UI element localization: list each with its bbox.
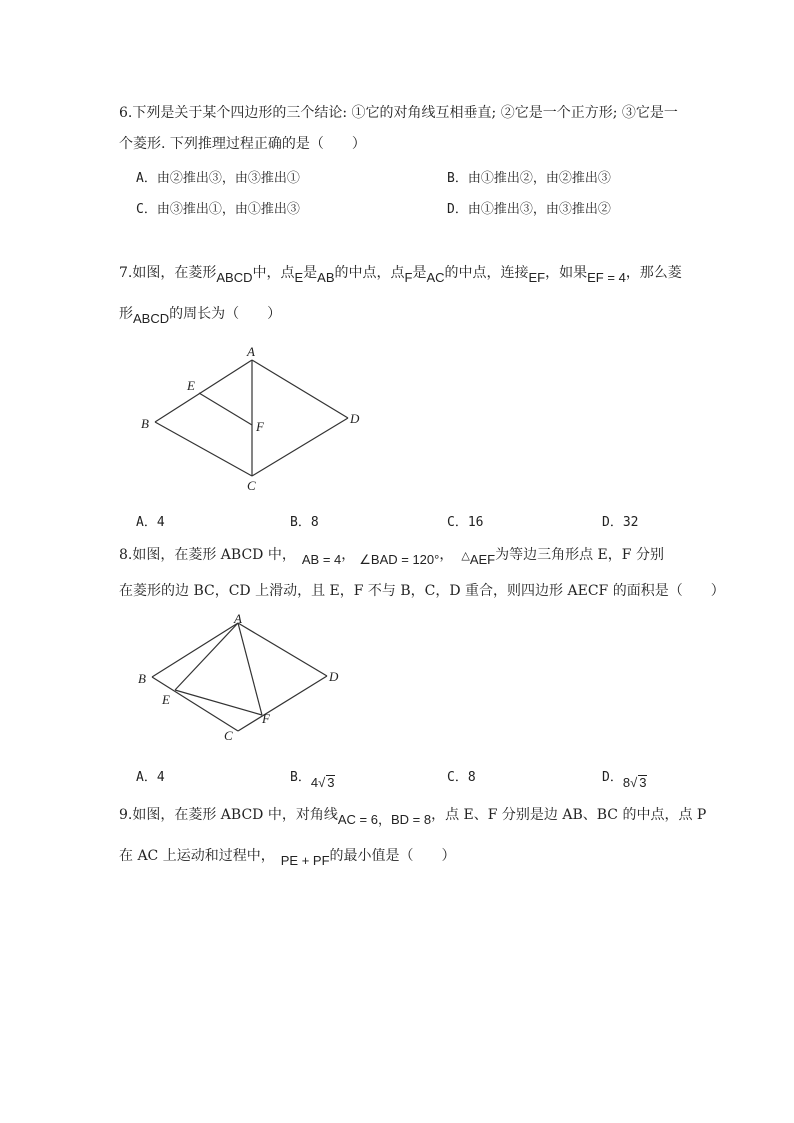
label-d: D xyxy=(329,669,339,684)
q7-text: 7.如图，在菱形 xyxy=(119,265,217,281)
q7-text: 的周长为（ ） xyxy=(169,306,282,322)
triangle-icon: △ xyxy=(461,549,470,562)
q9-text: 9.如图，在菱形 ABCD 中，对角线 xyxy=(119,807,338,823)
segment-af xyxy=(238,623,262,715)
q8-option-d-value: 8√ 3 xyxy=(622,775,647,790)
label-a: A xyxy=(234,611,242,626)
q7-math-abcd: ABCD xyxy=(216,270,253,285)
q8-option-c: C．8 xyxy=(447,770,476,785)
q7-text: ，那么菱 xyxy=(625,265,682,281)
q8-math-angle: ∠BAD = 120° xyxy=(359,552,440,567)
q7-stem-line2 xyxy=(119,305,282,326)
q8-stem-line2: 在菱形的边 BC，CD 上滑动，且 E，F 不与 B，C，D 重合，则四边形 AECF 的面积是（ ） xyxy=(119,583,725,599)
label-c: C xyxy=(224,728,233,743)
q9-text: 在 AC 上运动和过程中， xyxy=(119,848,275,864)
q8-option-d-label: D． xyxy=(602,770,623,785)
label-b: B xyxy=(141,416,149,431)
q7-option-d: D．32 xyxy=(602,515,639,530)
radical-coefficient: 4 xyxy=(310,775,319,790)
q9-text: ，点 E、F 分别是边 AB、BC 的中点，点 P xyxy=(431,807,707,823)
q8-text: 为等边三角形点 E，F 分别 xyxy=(495,547,664,563)
segment-ef xyxy=(199,393,252,425)
edge-da xyxy=(238,623,327,676)
q6-option-d: D．由①推出③，由③推出② xyxy=(447,202,611,217)
q7-text: 是 xyxy=(412,265,427,281)
q8-math-aef: AEF xyxy=(469,552,496,567)
q9-text: 的最小值是（ ） xyxy=(329,848,456,864)
q7-option-b: B．8 xyxy=(290,515,319,530)
label-c: C xyxy=(247,478,256,493)
q7-math-abcd: ABCD xyxy=(133,311,170,326)
q9-stem-line2 xyxy=(119,847,456,868)
radicand: 3 xyxy=(327,775,335,790)
q9-math-diagonals: AC = 6，BD = 8 xyxy=(337,812,432,827)
q7-text: 中，点 xyxy=(252,265,295,281)
q9-math-pe-pf: PE + PF xyxy=(280,853,330,868)
q7-option-c: C．16 xyxy=(447,515,484,530)
q8-option-b xyxy=(290,766,335,790)
q8-text: 8.如图，在菱形 ABCD 中， xyxy=(119,547,296,563)
edge-cd xyxy=(252,418,348,476)
edge-cd xyxy=(238,676,327,731)
q8-option-a: A．4 xyxy=(136,770,165,785)
q7-math-ab: AB xyxy=(317,270,335,285)
q8-text: ， xyxy=(341,547,356,563)
label-a: A xyxy=(247,344,255,359)
q7-text: 是 xyxy=(303,265,318,281)
q7-text: ，如果 xyxy=(545,265,588,281)
q9-stem-line1 xyxy=(119,806,707,827)
q8-stem-line1 xyxy=(119,546,664,565)
edge-da xyxy=(252,360,348,418)
q6-option-c: C．由③推出①，由①推出③ xyxy=(136,202,300,217)
q7-math-ef-value: EF = 4 xyxy=(587,270,626,285)
q8-text: ， xyxy=(439,547,454,563)
segment-ef xyxy=(175,690,262,715)
label-b: B xyxy=(138,671,146,686)
edge-bc xyxy=(155,422,252,476)
q6-option-a: A．由②推出③，由③推出① xyxy=(136,171,300,186)
q6-option-b: B．由①推出②，由②推出③ xyxy=(447,171,611,186)
q8-option-b-value: 4√ 3 xyxy=(310,775,335,790)
label-e: E xyxy=(187,378,195,393)
edge-ab xyxy=(155,360,252,422)
q7-text: 形 xyxy=(119,306,133,322)
q8-math-ab: AB = 4 xyxy=(301,552,342,567)
q7-math-e: E xyxy=(294,270,304,285)
q6-stem-line1: 6.下列是关于某个四边形的三个结论: ①它的对角线互相垂直; ②它是一个正方形; ③它是一 xyxy=(119,105,678,121)
label-f: F xyxy=(262,711,270,726)
q7-math-f: F xyxy=(404,270,413,285)
label-e: E xyxy=(162,692,170,707)
radical-coefficient: 8 xyxy=(622,775,631,790)
q6-stem-line2: 个菱形. 下列推理过程正确的是（ ） xyxy=(119,136,366,152)
q8-rhombus-figure xyxy=(130,608,350,748)
q7-stem-line1 xyxy=(119,264,682,285)
q7-text: 的中点，连接 xyxy=(444,265,529,281)
q7-option-a: A．4 xyxy=(136,515,165,530)
q8-option-b-label: B． xyxy=(290,770,311,785)
radicand: 3 xyxy=(639,775,647,790)
label-f: F xyxy=(256,419,264,434)
q7-math-ef: EF xyxy=(528,270,546,285)
label-d: D xyxy=(350,411,360,426)
q8-option-d xyxy=(602,766,647,790)
q7-rhombus-figure xyxy=(130,340,370,495)
q7-text: 的中点，点 xyxy=(334,265,405,281)
q7-math-ac: AC xyxy=(426,270,445,285)
